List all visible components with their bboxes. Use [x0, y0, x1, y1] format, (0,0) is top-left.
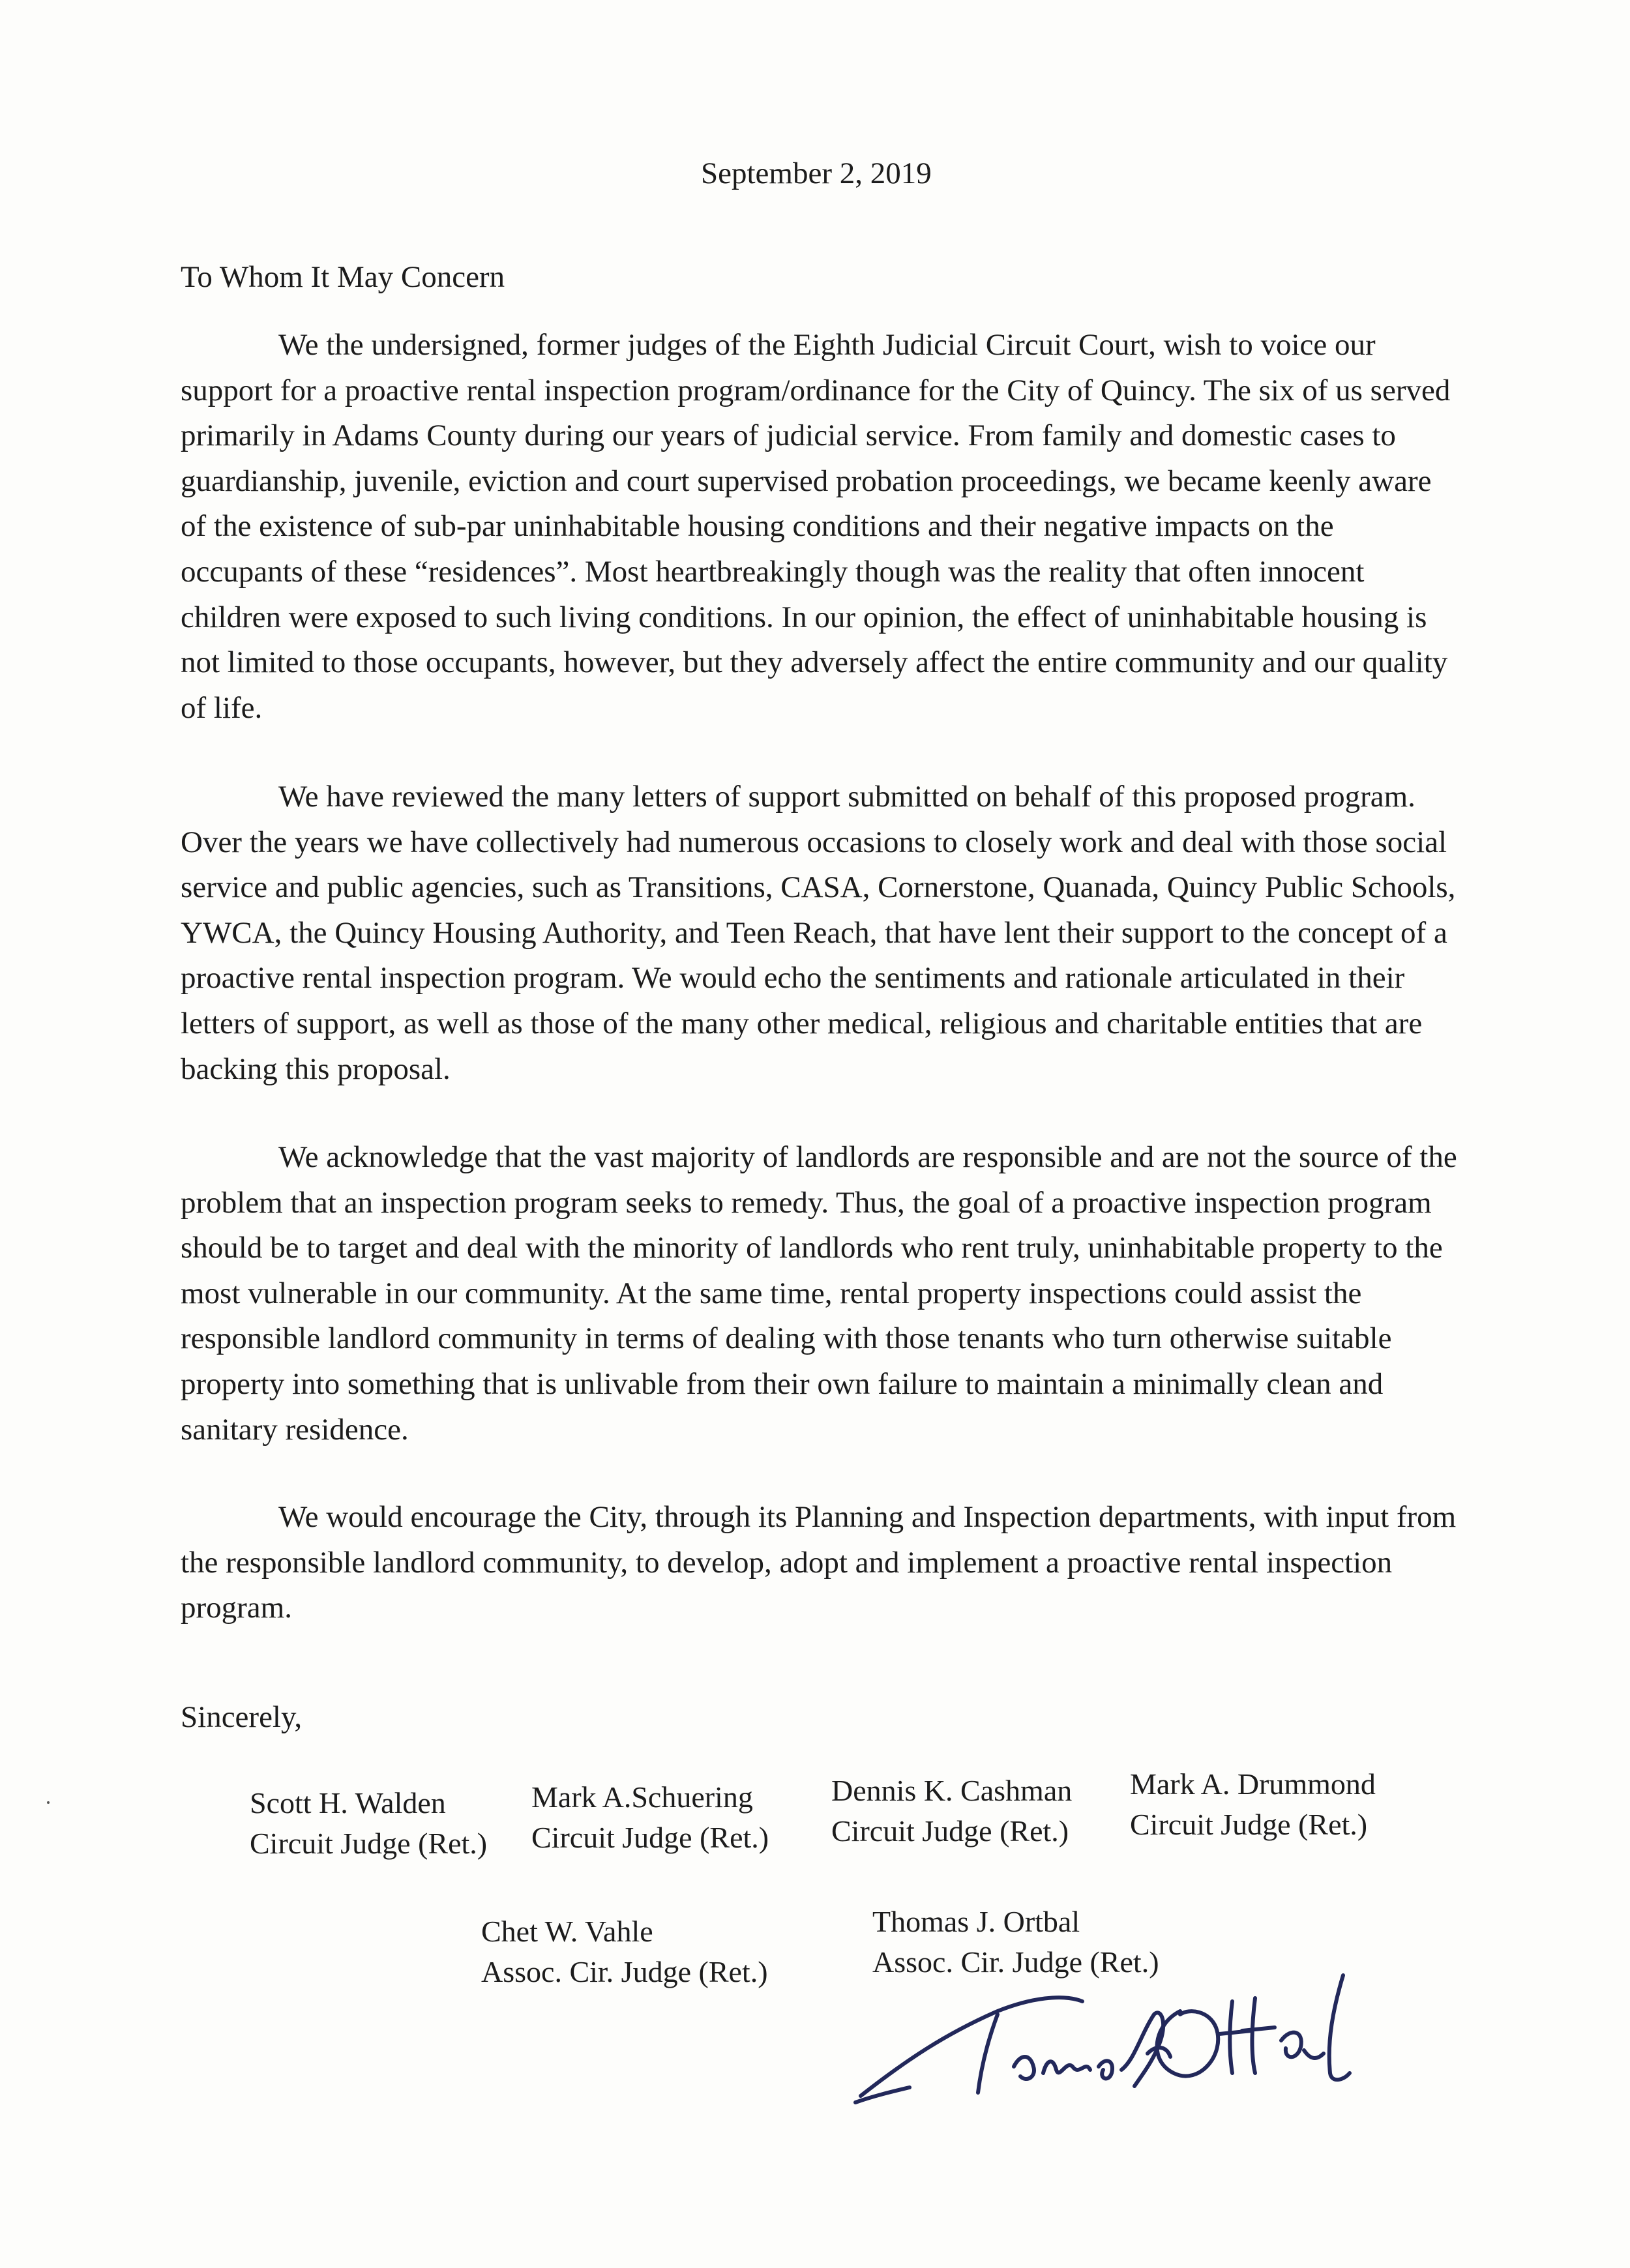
- signatory-block: [1130, 1764, 1376, 1845]
- signatory-title: Circuit Judge (Ret.): [531, 1821, 769, 1854]
- signatory-name: Mark A.Schuering: [531, 1780, 753, 1814]
- signatory-block: [481, 1911, 768, 1992]
- signatory-title: Assoc. Cir. Judge (Ret.): [872, 1945, 1159, 1979]
- body-paragraph-1: [181, 323, 1459, 731]
- signatory-name: Thomas J. Ortbal: [872, 1905, 1080, 1938]
- signatory-name: Scott H. Walden: [250, 1786, 446, 1819]
- body-paragraph-3: [181, 1135, 1459, 1452]
- signatory-block: [250, 1783, 487, 1864]
- signatory-title: Circuit Judge (Ret.): [1130, 1808, 1368, 1841]
- paragraph-text: We would encourage the City, through its Planning and Inspection departments, with input from the responsible landlord community, to develop, adopt and implement a proactive rental inspection program.: [181, 1500, 1457, 1625]
- body-paragraph-4: [181, 1495, 1459, 1631]
- scan-speck: [47, 1801, 50, 1804]
- signatory-name: Mark A. Drummond: [1130, 1767, 1376, 1801]
- closing: Sincerely,: [181, 1700, 303, 1734]
- letter-date: September 2, 2019: [701, 156, 932, 190]
- paragraph-text: We the undersigned, former judges of the Eighth Judicial Circuit Court, wish to voice our support for a proactive rental inspection program/ordinance for the City of Quincy. The six of us served primarily in Adams County during our years of judicial service. From family and domestic cases to guardianship, juvenile, eviction and court supervised probation proceedings, we became keenly aware of the existence of sub-par uninhabitable housing conditions and their negative impacts on the occupants of these “residences”. Most heartbreakingly though was the reality that often innocent children were exposed to such living conditions. In our opinion, the effect of uninhabitable housing is not limited to those occupants, however, but they adversely affect the entire community and our quality of life.: [181, 328, 1451, 725]
- signature-strokes: [855, 1975, 1350, 2102]
- signatory-block: [831, 1771, 1072, 1851]
- signatory-name: Dennis K. Cashman: [831, 1774, 1073, 1807]
- paragraph-text: We acknowledge that the vast majority of landlords are responsible and are not the source of the problem that an inspection program seeks to remedy. Thus, the goal of a proactive inspection program should be to target and deal with the minority of landlords who rent truly, uninhabitable property to the most vulnerable in our community. At the same time, rental property inspections could assist the responsible landlord community in terms of dealing with those tenants who turn otherwise suitable property into something that is unlivable from their own failure to maintain a minimally clean and sanitary residence.: [181, 1140, 1457, 1447]
- paragraph-text: We have reviewed the many letters of support submitted on behalf of this proposed program. Over the years we have collectively had numerous occasions to closely work and deal with those social service and public agencies, such as Transitions, CASA, Cornerstone, Quanada, Quincy Public Schools, YWCA, the Quincy Housing Authority, and Teen Reach, that have lent their support to the concept of a proactive rental inspection program. We would echo the sentiments and rationale articulated in their letters of support, as well as those of the many other medical, religious and charitable entities that are backing this proposal.: [181, 780, 1456, 1086]
- signatory-title: Assoc. Cir. Judge (Ret.): [481, 1955, 768, 1988]
- salutation: To Whom It May Concern: [181, 260, 505, 294]
- body-paragraph-2: [181, 774, 1459, 1092]
- signatory-title: Circuit Judge (Ret.): [831, 1814, 1069, 1848]
- handwritten-signature: [848, 1962, 1382, 2112]
- signatory-name: Chet W. Vahle: [481, 1915, 653, 1948]
- signatory-title: Circuit Judge (Ret.): [250, 1827, 488, 1860]
- signatory-block: [531, 1777, 769, 1858]
